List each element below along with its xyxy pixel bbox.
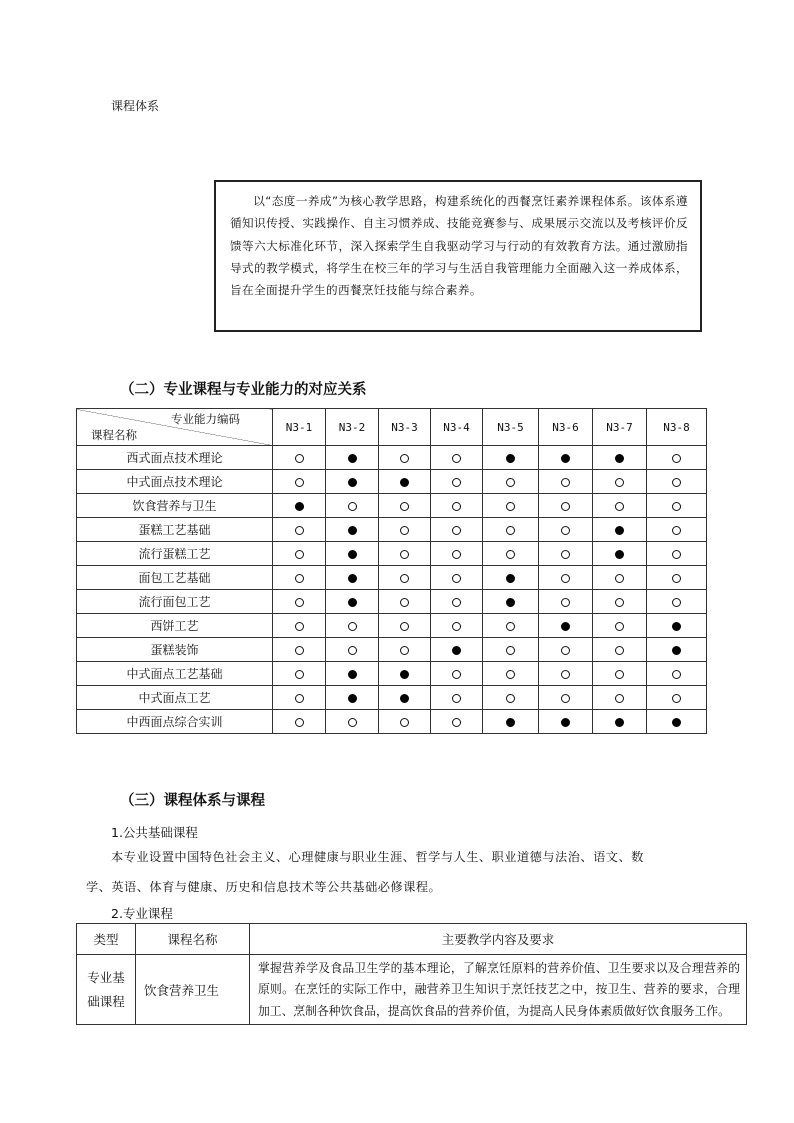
mark-cell <box>593 494 647 518</box>
course-table-header <box>77 924 747 955</box>
open-circle-icon <box>452 454 461 463</box>
mark-cell <box>647 446 707 470</box>
open-circle-icon <box>561 598 570 607</box>
header-course-name: 课程名称 <box>91 428 137 442</box>
mark-cell <box>647 590 707 614</box>
mark-cell <box>273 446 326 470</box>
open-circle-icon <box>615 622 624 631</box>
open-circle-icon <box>561 526 570 535</box>
open-circle-icon <box>452 526 461 535</box>
public-courses-text-line2: 学、英语、体育与健康、历史和信息技术等公共基础必修课程。 <box>86 880 442 894</box>
matrix-row <box>77 638 707 662</box>
mark-cell <box>326 542 379 566</box>
matrix-header-row <box>77 409 707 446</box>
mark-cell <box>483 686 539 710</box>
section3-title: （三）课程体系与课程 <box>120 793 265 809</box>
intro-box <box>214 180 702 332</box>
open-circle-icon <box>295 598 304 607</box>
matrix-row <box>77 566 707 590</box>
mark-cell <box>379 710 431 734</box>
mark-cell <box>483 662 539 686</box>
open-circle-icon <box>400 718 409 727</box>
mark-cell <box>326 590 379 614</box>
course-name-cell: 中式面点工艺基础 <box>77 662 273 686</box>
mark-cell <box>326 566 379 590</box>
filled-circle-icon <box>561 454 570 463</box>
open-circle-icon <box>348 502 357 511</box>
matrix-row <box>77 662 707 686</box>
open-circle-icon <box>452 550 461 559</box>
open-circle-icon <box>672 478 681 487</box>
mark-cell <box>379 470 431 494</box>
matrix-row <box>77 494 707 518</box>
open-circle-icon <box>452 598 461 607</box>
major-courses-heading: 2.专业课程 <box>111 906 173 921</box>
open-circle-icon <box>295 646 304 655</box>
mark-cell <box>379 518 431 542</box>
open-circle-icon <box>400 454 409 463</box>
mark-cell <box>539 446 593 470</box>
ability-code-cell: N3-6 <box>539 409 593 446</box>
open-circle-icon <box>400 550 409 559</box>
mark-cell <box>379 614 431 638</box>
mark-cell <box>431 566 483 590</box>
public-courses-heading: 1.公共基础课程 <box>111 825 198 840</box>
ability-code-cell: N3-7 <box>593 409 647 446</box>
mark-cell <box>273 614 326 638</box>
open-circle-icon <box>561 502 570 511</box>
filled-circle-icon <box>348 454 357 463</box>
mark-cell <box>273 710 326 734</box>
mark-cell <box>593 518 647 542</box>
course-name-cell: 中式面点技术理论 <box>77 470 273 494</box>
open-circle-icon <box>295 478 304 487</box>
open-circle-icon <box>672 454 681 463</box>
filled-circle-icon <box>506 454 515 463</box>
header-content: 主要教学内容及要求 <box>250 924 747 955</box>
open-circle-icon <box>615 646 624 655</box>
open-circle-icon <box>561 670 570 679</box>
course-name: 饮食营养卫生 <box>136 955 250 1025</box>
open-circle-icon <box>295 454 304 463</box>
filled-circle-icon <box>348 598 357 607</box>
open-circle-icon <box>452 478 461 487</box>
mark-cell <box>431 518 483 542</box>
course-row <box>77 955 747 1025</box>
mark-cell <box>483 446 539 470</box>
ability-code-cell: N3-8 <box>647 409 707 446</box>
mark-cell <box>539 614 593 638</box>
open-circle-icon <box>295 574 304 583</box>
mark-cell <box>483 614 539 638</box>
mark-cell <box>593 662 647 686</box>
mark-cell <box>273 494 326 518</box>
filled-circle-icon <box>615 550 624 559</box>
open-circle-icon <box>400 574 409 583</box>
mark-cell <box>483 710 539 734</box>
open-circle-icon <box>615 670 624 679</box>
mark-cell <box>647 662 707 686</box>
open-circle-icon <box>561 646 570 655</box>
mark-cell <box>326 638 379 662</box>
mark-cell <box>431 686 483 710</box>
open-circle-icon <box>400 646 409 655</box>
course-name-cell: 西式面点技术理论 <box>77 446 273 470</box>
mark-cell <box>326 518 379 542</box>
open-circle-icon <box>506 670 515 679</box>
mark-cell <box>539 686 593 710</box>
open-circle-icon <box>295 622 304 631</box>
open-circle-icon <box>452 502 461 511</box>
mark-cell <box>593 638 647 662</box>
course-name-cell: 蛋糕工艺基础 <box>77 518 273 542</box>
mark-cell <box>379 590 431 614</box>
mark-cell <box>593 470 647 494</box>
mark-cell <box>379 542 431 566</box>
mark-cell <box>431 710 483 734</box>
page-header-title: 课程体系 <box>111 99 160 113</box>
filled-circle-icon <box>348 550 357 559</box>
filled-circle-icon <box>506 718 515 727</box>
matrix-row <box>77 686 707 710</box>
mark-cell <box>431 638 483 662</box>
open-circle-icon <box>506 622 515 631</box>
mark-cell <box>379 662 431 686</box>
open-circle-icon <box>615 478 624 487</box>
mark-cell <box>273 470 326 494</box>
open-circle-icon <box>672 670 681 679</box>
mark-cell <box>647 518 707 542</box>
filled-circle-icon <box>452 646 461 655</box>
intro-text: 以“态度一养成”为核心教学思路，构建系统化的西餐烹饪素养课程体系。该体系遵循知识传授、实践操作、自主习惯养成、技能竞赛参与、成果展示交流以及考核评价反馈等六大标准化环节，深入探索学生自我驱动学习与行动的有效教育方法。通过激励指导式的教学模式，将学生在校三年的学习与生活自我管理能力全面融入这一养成体系，旨在全面提升学生的西餐烹饪技能与综合素养。 <box>230 194 688 298</box>
course-name-cell: 蛋糕装饰 <box>77 638 273 662</box>
open-circle-icon <box>615 502 624 511</box>
course-name-cell: 面包工艺基础 <box>77 566 273 590</box>
open-circle-icon <box>295 550 304 559</box>
mark-cell <box>273 638 326 662</box>
mark-cell <box>647 710 707 734</box>
mark-cell <box>539 518 593 542</box>
ability-code-cell: N3-2 <box>326 409 379 446</box>
mark-cell <box>273 566 326 590</box>
filled-circle-icon <box>348 694 357 703</box>
filled-circle-icon <box>672 646 681 655</box>
matrix-row <box>77 446 707 470</box>
open-circle-icon <box>295 526 304 535</box>
open-circle-icon <box>672 526 681 535</box>
open-circle-icon <box>452 622 461 631</box>
filled-circle-icon <box>561 622 570 631</box>
matrix-row <box>77 614 707 638</box>
filled-circle-icon <box>561 718 570 727</box>
mark-cell <box>647 566 707 590</box>
mark-cell <box>379 686 431 710</box>
major-course-table <box>76 923 747 1025</box>
matrix-row <box>77 518 707 542</box>
mark-cell <box>431 662 483 686</box>
open-circle-icon <box>400 622 409 631</box>
mark-cell <box>431 494 483 518</box>
mark-cell <box>379 494 431 518</box>
mark-cell <box>326 446 379 470</box>
header-type: 类型 <box>77 924 136 955</box>
mark-cell <box>326 494 379 518</box>
mark-cell <box>379 638 431 662</box>
open-circle-icon <box>348 646 357 655</box>
filled-circle-icon <box>400 670 409 679</box>
mark-cell <box>647 638 707 662</box>
mark-cell <box>431 614 483 638</box>
mark-cell <box>273 542 326 566</box>
mark-cell <box>593 542 647 566</box>
header-ability-code: 专业能力编码 <box>171 412 240 426</box>
course-type: 专业基础课程 <box>77 955 136 1025</box>
mark-cell <box>593 614 647 638</box>
open-circle-icon <box>615 694 624 703</box>
course-content: 掌握营养学及食品卫生学的基本理论，了解烹饪原料的营养价值、卫生要求以及合理营养的原则。在烹饪的实际工作中，融营养卫生知识于烹饪技艺之中，按卫生、营养的要求，合理加工、烹制各种饮食品，提高饮食品的营养价值，为提高人民身体素质做好饮食服务工作。 <box>250 955 747 1025</box>
filled-circle-icon <box>506 598 515 607</box>
mark-cell <box>273 686 326 710</box>
mark-cell <box>483 542 539 566</box>
ability-code-cell: N3-1 <box>273 409 326 446</box>
open-circle-icon <box>561 550 570 559</box>
mark-cell <box>431 590 483 614</box>
filled-circle-icon <box>672 718 681 727</box>
filled-circle-icon <box>348 670 357 679</box>
open-circle-icon <box>295 694 304 703</box>
mark-cell <box>647 542 707 566</box>
mark-cell <box>647 614 707 638</box>
open-circle-icon <box>506 502 515 511</box>
open-circle-icon <box>348 718 357 727</box>
course-name-cell: 中式面点工艺 <box>77 686 273 710</box>
ability-code-cell: N3-4 <box>431 409 483 446</box>
mark-cell <box>593 590 647 614</box>
matrix-row <box>77 590 707 614</box>
course-name-cell: 流行面包工艺 <box>77 590 273 614</box>
filled-circle-icon <box>348 574 357 583</box>
open-circle-icon <box>561 478 570 487</box>
open-circle-icon <box>561 574 570 583</box>
filled-circle-icon <box>400 478 409 487</box>
filled-circle-icon <box>348 526 357 535</box>
open-circle-icon <box>452 670 461 679</box>
mark-cell <box>647 494 707 518</box>
mark-cell <box>539 662 593 686</box>
section2-title: （二）专业课程与专业能力的对应关系 <box>120 382 367 398</box>
open-circle-icon <box>672 502 681 511</box>
mark-cell <box>539 494 593 518</box>
mark-cell <box>539 710 593 734</box>
open-circle-icon <box>452 694 461 703</box>
mark-cell <box>593 710 647 734</box>
open-circle-icon <box>452 718 461 727</box>
mark-cell <box>431 470 483 494</box>
filled-circle-icon <box>615 718 624 727</box>
open-circle-icon <box>400 526 409 535</box>
filled-circle-icon <box>400 694 409 703</box>
open-circle-icon <box>672 598 681 607</box>
mark-cell <box>593 686 647 710</box>
ability-matrix-table <box>76 408 707 734</box>
mark-cell <box>273 590 326 614</box>
mark-cell <box>593 566 647 590</box>
course-name-cell: 中西面点综合实训 <box>77 710 273 734</box>
open-circle-icon <box>506 550 515 559</box>
open-circle-icon <box>672 694 681 703</box>
mark-cell <box>379 446 431 470</box>
mark-cell <box>326 710 379 734</box>
open-circle-icon <box>672 574 681 583</box>
mark-cell <box>539 470 593 494</box>
open-circle-icon <box>400 502 409 511</box>
filled-circle-icon <box>615 526 624 535</box>
open-circle-icon <box>506 694 515 703</box>
matrix-row <box>77 710 707 734</box>
mark-cell <box>647 470 707 494</box>
mark-cell <box>326 614 379 638</box>
mark-cell <box>539 590 593 614</box>
mark-cell <box>483 566 539 590</box>
mark-cell <box>273 662 326 686</box>
mark-cell <box>647 686 707 710</box>
open-circle-icon <box>400 598 409 607</box>
matrix-row <box>77 470 707 494</box>
mark-cell <box>483 638 539 662</box>
open-circle-icon <box>561 694 570 703</box>
mark-cell <box>593 446 647 470</box>
mark-cell <box>326 662 379 686</box>
open-circle-icon <box>295 718 304 727</box>
mark-cell <box>273 518 326 542</box>
open-circle-icon <box>452 574 461 583</box>
open-circle-icon <box>506 478 515 487</box>
mark-cell <box>483 518 539 542</box>
mark-cell <box>379 566 431 590</box>
filled-circle-icon <box>295 502 304 511</box>
open-circle-icon <box>615 574 624 583</box>
filled-circle-icon <box>672 622 681 631</box>
mark-cell <box>483 470 539 494</box>
mark-cell <box>539 638 593 662</box>
open-circle-icon <box>506 526 515 535</box>
mark-cell <box>483 494 539 518</box>
mark-cell <box>539 542 593 566</box>
filled-circle-icon <box>615 454 624 463</box>
mark-cell <box>431 542 483 566</box>
mark-cell <box>483 590 539 614</box>
course-name-cell: 饮食营养与卫生 <box>77 494 273 518</box>
filled-circle-icon <box>506 574 515 583</box>
open-circle-icon <box>348 622 357 631</box>
matrix-row <box>77 542 707 566</box>
open-circle-icon <box>615 598 624 607</box>
mark-cell <box>431 446 483 470</box>
filled-circle-icon <box>348 478 357 487</box>
header-name: 课程名称 <box>136 924 250 955</box>
matrix-corner-cell <box>77 409 273 446</box>
ability-code-cell: N3-3 <box>379 409 431 446</box>
course-name-cell: 流行蛋糕工艺 <box>77 542 273 566</box>
mark-cell <box>539 566 593 590</box>
open-circle-icon <box>295 670 304 679</box>
open-circle-icon <box>506 646 515 655</box>
mark-cell <box>326 470 379 494</box>
ability-code-cell: N3-5 <box>483 409 539 446</box>
course-name-cell: 西饼工艺 <box>77 614 273 638</box>
open-circle-icon <box>672 550 681 559</box>
public-courses-text-line1: 本专业设置中国特色社会主义、心理健康与职业生涯、哲学与人生、职业道德与法治、语文、数 <box>111 850 644 864</box>
mark-cell <box>326 686 379 710</box>
